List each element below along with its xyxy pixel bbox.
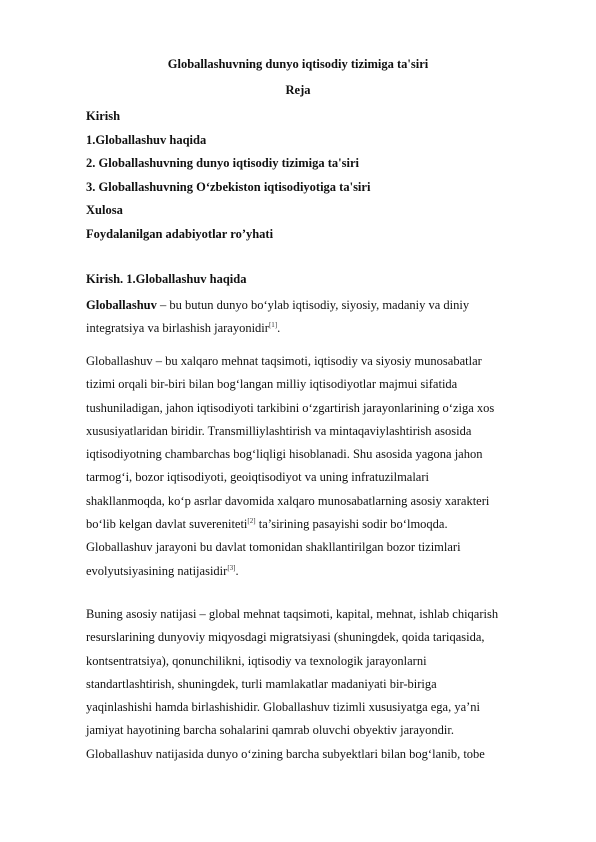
paragraph-line: standartlashtirish, shuningdek, turli mamlakatlar madaniyati bir-biriga — [86, 676, 437, 691]
paragraph-line: jamiyat hayotining barcha sohalarini qamrab oluvchi obyektiv jarayondir. — [86, 723, 454, 738]
defined-term: Globallashuv — [86, 298, 157, 312]
paragraph-line: iqtisodiyotning chambarchas bog‘liqligi hisoblanadi. Shu asosida yagona jahon — [86, 447, 483, 462]
paragraph-line: tarmog‘i, bozor iqtisodiyoti, geoiqtisodiyot va uning infratuzilmalari — [86, 470, 429, 485]
paragraph-line: tizimi orqali bir-biri bilan bog‘langan milliy iqtisodiyotlar majmui sifatida — [86, 377, 458, 392]
toc-item: 2. Globallashuvning dunyo iqtisodiy tizimiga ta'siri — [86, 156, 359, 170]
plan-title: Reja — [285, 83, 311, 97]
paragraph-line: xususiyatlaridan biridir. Transmilliylashtirish va mintaqaviylashtirish asosida — [86, 423, 472, 438]
paragraph-line: Globallashuv – bu xalqaro mehnat taqsimoti, iqtisodiy va siyosiy munosabatlar — [86, 354, 482, 368]
paragraph-line: Globallashuv natijasida dunyo o‘zining barcha subyektlari bilan bog‘lanib, tobe — [86, 746, 485, 761]
toc-item: Foydalanilgan adabiyotlar ro’yhati — [86, 227, 274, 241]
footnote-ref[interactable]: [2] — [247, 516, 256, 525]
paragraph-line: Globallashuv jarayoni bu davlat tomonidan shakllantirilgan bozor tizimlari — [86, 540, 461, 555]
paragraph-line: Buning asosiy natijasi – global mehnat taqsimoti, kapital, mehnat, ishlab chiqarish — [86, 607, 499, 621]
paragraph-line: integratsiya va birlashish jarayonidir[1]. — [86, 321, 281, 336]
paragraph-line: Globallashuv – bu butun dunyo bo‘ylab iqtisodiy, siyosiy, madaniy va diniy — [86, 298, 470, 312]
toc-item: Kirish — [86, 109, 121, 123]
document-title: Globallashuvning dunyo iqtisodiy tizimiga ta'siri — [167, 57, 429, 71]
toc-item: 3. Globallashuvning O‘zbekiston iqtisodiyotiga ta'siri — [86, 180, 371, 194]
paragraph-line: evolyutsiyasining natijasidir[3]. — [86, 563, 239, 578]
paragraph-line: bo‘lib kelgan davlat suvereniteti[2] ta’sirining pasayishi sodir bo‘lmoqda. — [86, 516, 448, 532]
paragraph-line: tushuniladigan, jahon iqtisodiyoti tarkibini o‘zgartirish jarayonlarining o‘ziga xos — [86, 400, 495, 415]
paragraph-line: kontsentratsiya), qonunchilikni, iqtisodiy va texnologik jarayonlarni — [86, 653, 427, 668]
paragraph-line: yaqinlashishi hamda birlashishidir. Globallashuv tizimli xususiyatga ega, ya’ni — [86, 700, 481, 715]
paragraph-globalization — [86, 350, 526, 583]
paragraph-line: shakllanmoqda, ko‘p asrlar davomida xalqaro munosabatlarning asosiy xarakteri — [86, 493, 490, 508]
section-heading: Kirish. 1.Globallashuv haqida — [86, 272, 247, 286]
toc-item: Xulosa — [86, 203, 123, 217]
toc-item: 1.Globallashuv haqida — [86, 133, 207, 147]
paragraph-line: resurslarining dunyoviy miqyosdagi migratsiyasi (shuningdek, qoida tariqasida, — [86, 630, 485, 645]
paragraph-definition — [86, 294, 526, 341]
paragraph-results — [86, 603, 526, 766]
footnote-ref[interactable]: [1] — [268, 321, 278, 330]
footnote-ref[interactable]: [3] — [227, 563, 236, 572]
